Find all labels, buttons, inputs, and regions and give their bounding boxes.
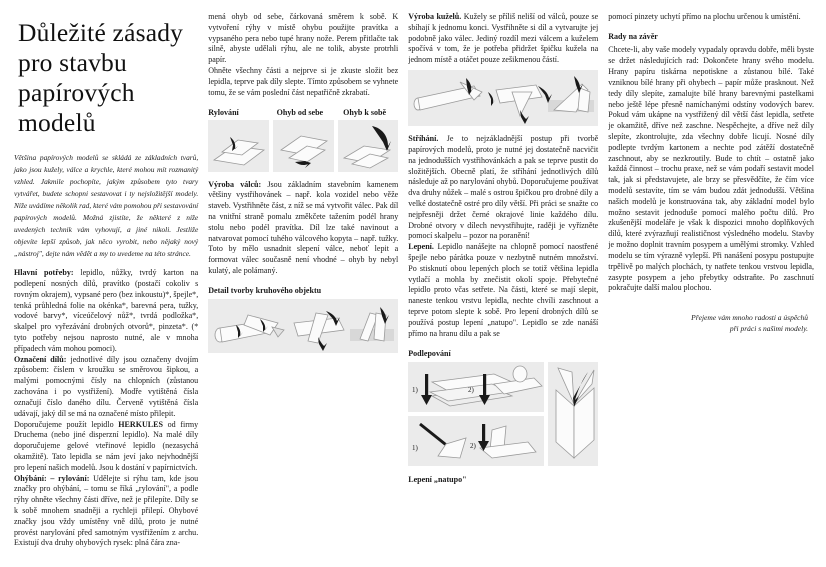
backing-step-2-number: 2) [468,386,475,395]
section-gluing [408,242,598,339]
section-folding-label: Ohýbání: – rylování: [14,473,90,483]
section-part-marking-label: Označení dílů: [14,354,67,364]
section-cutting-text: Je to nejzákladnější postup při tvorbě papírových modelů, proto je nutné jej dostatečně nacvičit na jednodušších vystřihovánkách a pak se teprve pustit do složitějších. Obecně platí, že stříhání jednotlivých dílů následuje až po narylování ohybů. Doporučujeme používat dva druhy nůžek – malé s ostrou špičkou pro drobné díly a velké dostatečně ostré pro díly větší. Při práci se snažte co nejpřesněji držet černé okrajové linie každého dílu. Drobné otvory v dílech nevystřihujte, raději je vyřízněte pomocí skalpelu – pozor na poranění! [408,134,599,241]
backing-figures-left [408,362,544,466]
fold-label-mountain: Ohyb od sebe [276,107,324,117]
intro-paragraph: Většina papírových modelů se skládá ze základních tvarů, jako jsou kužely, válce a krychle, které mohou mít rozmanitý vzhled. Jakmile pochopíte, jakým způsobem tyto tvary vytvářet, budete schopni sestavovat i ty nejsložitější modely. Níže uvádíme několik rad, které vám pomohou při sestavování papírových modelů. Možná zjistíte, že některé z níže uvedených technik vám vyhovují, a jiné nikoli. Jestliže objevíte lepší způsob, jak něco vyrobit, nebo nějaký nový „nástroj", dejte nám vědět a my to uvedeme na této stránce. [14,153,199,259]
heading-butt-joint: Lepení „natupo" [408,475,467,485]
folding-continued: mená ohyb od sebe, čárkovaná směrem k sobě. K vytvoření rýhy v místě ohybu použijte pravítka a vypsaného pera nebo tupé hrany nože. Perem přitlačte tak silně, abyste udělali rýhu, ale ne tolik, abyste protrhli papír. [208,12,399,65]
fold-figure-labels [208,108,398,117]
section-cylinders [208,180,398,277]
heading-circular-detail: Detail tvorby kruhového objektu [208,285,322,295]
figure-fold-away [273,120,334,172]
glue-step-1-number: 1) [412,444,419,453]
section-part-marking [14,355,198,420]
figure-fold-toward [338,120,399,172]
folding-continued-2: Ohněte všechny části a nejprve si je zkuste složit bez lepidla, teprve pak díly slepte. Tímto způsobem se vyhnete tomu, že se vám poslední část nepatřičně zkrabatí. [208,66,399,97]
page-title-line-2: papírových modelů [18,78,135,138]
figure-backing-step-2 [408,416,544,466]
section-glue-recommendation [14,420,198,474]
section-gluing-label: Lepení. [408,242,434,252]
final-tips-text: Chcete-li, aby vaše modely vypadaly opravdu dobře, měli byste se držet následujících rad: Dokončete hrany svého modelu. Hrany papíru tiskárna nepotiskne a zůstanou bílé. Také vzniknou bílé hrany při ohybech – papír může prasknout. Než tedy díly slepíte, zamalujte bílé hrany barevnými pastelkami nebo ještě lépe přesně namíchanými odstíny vodových barev. Pokud vám ukápne na vystřižený díl větší část lepidla, setřete je okamžitě, dříve než zaschne. Nespěchejte, a dříve než díly slepíte, zkontrolujte, zda všechny dobře licují. Nosné díly podlepte tvrdým kartonem a nechte pod zátěží dostatečně zaschnout, aby se nezkroutily. Bude to chtít – ostatně jako každá činnost – trochu praxe, než se vám podaří sestavit model tak, jak si představujete, ale brzy se přesvědčíte, že čím více modelů sestavíte, tím se vám budou zdát jednodušší. Většina našich modelů je konstruována tak, aby základní model bylo možno sestavit jednoduše pomocí malého počtu dílů. Pro zkušenější modeláře je však k dispozici mnoho doplňkových dílů, které zvýrazňují realističnost výsledného modelu. Stavby je možno doplnit travním posypem a umělými stromky. Vzhled modelu se tím výrazně vylepší. Při nanášení posypu postupujte trpělivě po malých plochách, ty natřete tenkou vrstvou lepidla, zasypte posypem a jeho přebytky odstraňte. Po zaschnutí pokračujte další malou plochou. [608,45,814,293]
section-cylinders-label: Výroba válců: [208,179,262,189]
figure-backing-step-1 [408,362,544,412]
section-cones [408,12,598,66]
section-part-marking-text: jednotlivé díly jsou označeny dvojím způsobem: číslem v kroužku se směrovou šipkou, a malými pomocnými čísly na chlopních (zůstanou zachována i po vystřižení). Modře vytištěná čísla označují číslo daného dílu. Červeně vytištěná čísla udávají, jaký díl se má na označené místo přilepit. [14,354,199,418]
column-4 [608,12,818,559]
section-folding-text: Udělejte si rýhu tam, kde jsou značky pro ohýbání, – tomu se říká „rylování", a podle rýhy ohněte všechny části dříve, než je přilepíte. Díly se k sobě mnohem snadněji a rychleji přilepí. Ohybové značky jsou vždy umístěny vně dílů, proto je nutné provést narylování před samotným vystřižením z archu. Existují dva druhy ohybových rysek: plná čára zna- [14,473,199,548]
column-2 [208,12,408,559]
fold-label-valley: Ohyb k sobě [343,107,387,117]
section-gluing-text: Lepidlo nanášejte na chlopně pomocí naostřené špejle nebo párátka pouze v nezbytně nutném množství. Po stisknutí obou lepených ploch se totiž většina lepidla vytlačí a mohla by znečistit okolí spoje. Přebytečné lepidlo proto včas setřete. Na části, které se mají slepit, naneste tenkou vrstvu lepidla, nechte chvíli zaschnout a teprve potom slepte k sobě. Pro lepení drobných dílů se používá postup lepení „natupo". Lepidlo se zde nanáší přímo na hranu dílu a pak se [408,242,599,338]
section-cylinders-text: Jsou základním stavebním kamenem většiny vystřihovánek – např. kola vozidel nebo věže staveb. Vystřihněte část, z níž se má vytvořit válec. Pak díl na vnitřní straně pomalu změkčete tažením podél hrany stolu nebo podél pravítka. Díl lze také navinout a natvarovat pomocí tuhého válcového kopyta – např. tužky. Toto by mělo usnadnit slepení válce, neboť lepit a formovat válec současně není vhodné – ohyb by nebyl kulatý, ale polámaný. [208,179,399,275]
column-1 [14,12,208,559]
section-cutting-label: Stříhání. [408,134,439,144]
heading-final-tips: Rady na závěr [608,31,658,41]
backing-figures-row [408,362,598,466]
fold-figures-row [208,120,398,172]
figure-cone-forming [408,70,598,126]
section-cones-text: Kužely se příliš neliší od válců, pouze se sbíhají k jednomu konci. Vystřihněte si díl a vytvarujte jej podobně jako válec. Jediný rozdíl mezi válcem a kuželem spočívá v tom, že je potřeba přidržet špičku kužela na jednom místě a otáčet pouze zešikmenou částí. [408,12,599,65]
page-title-line-1: Důležité zásady pro stavbu [18,18,184,78]
closing-line-1: Přejeme vám mnoho radosti a úspěchů [691,313,808,323]
page-title [18,18,198,138]
gluing-continued: pomocí pinzety uchytí přímo na plochu určenou k umístění. [608,12,801,21]
glue-text-pre: Doporučujeme použít lepidlo [14,419,119,429]
section-folding [14,474,198,550]
section-cones-label: Výroba kuželů. [408,12,462,21]
figure-scoring [208,120,269,172]
glue-text-post: od firmy Druchema (nebo jiné disperzní lepidlo). Na malé díly doporučujeme gelové vteřinové lepidlo (nezasychá okamžitě). Tato lepidla se nám jeví jako nejvhodnější pro lepení našich modelů. Jsou k dostání v papírnictvích. [14,419,199,472]
figure-backing-corner [548,362,598,466]
section-supplies-text: lepidlo, nůžky, tvrdý karton na podlepení nosných dílů, pravítko (postačí cokoliv s rovným okrajem), vypsané pero (bez inkoustu)*, špejle*, tenká průhledná folie na okénka*, barevná pera, tužky, vodové barvy*, víceúčelový nůž*, tvrdá podložka*, skalpel pro vyřezávání drobných otvorů*, pinzeta*. (* tyto potřeby nejsou naprosto nutné, ale v mnoha případech vám mohou pomoci). [14,268,199,353]
heading-backing: Podlepování [408,348,451,358]
glue-brand: HERKULES [118,419,163,429]
column-3 [408,12,608,559]
backing-step-1-number: 1) [412,386,419,395]
glue-step-2-number: 2) [470,442,477,451]
section-supplies [14,268,198,355]
fold-label-scoring: Rylování [208,107,239,117]
section-supplies-label: Hlavní potřeby: [14,268,74,278]
closing-signature [608,312,814,335]
figure-circular-object [208,299,398,353]
section-cutting [408,134,598,242]
closing-line-2: při práci s našimi modely. [729,324,808,334]
